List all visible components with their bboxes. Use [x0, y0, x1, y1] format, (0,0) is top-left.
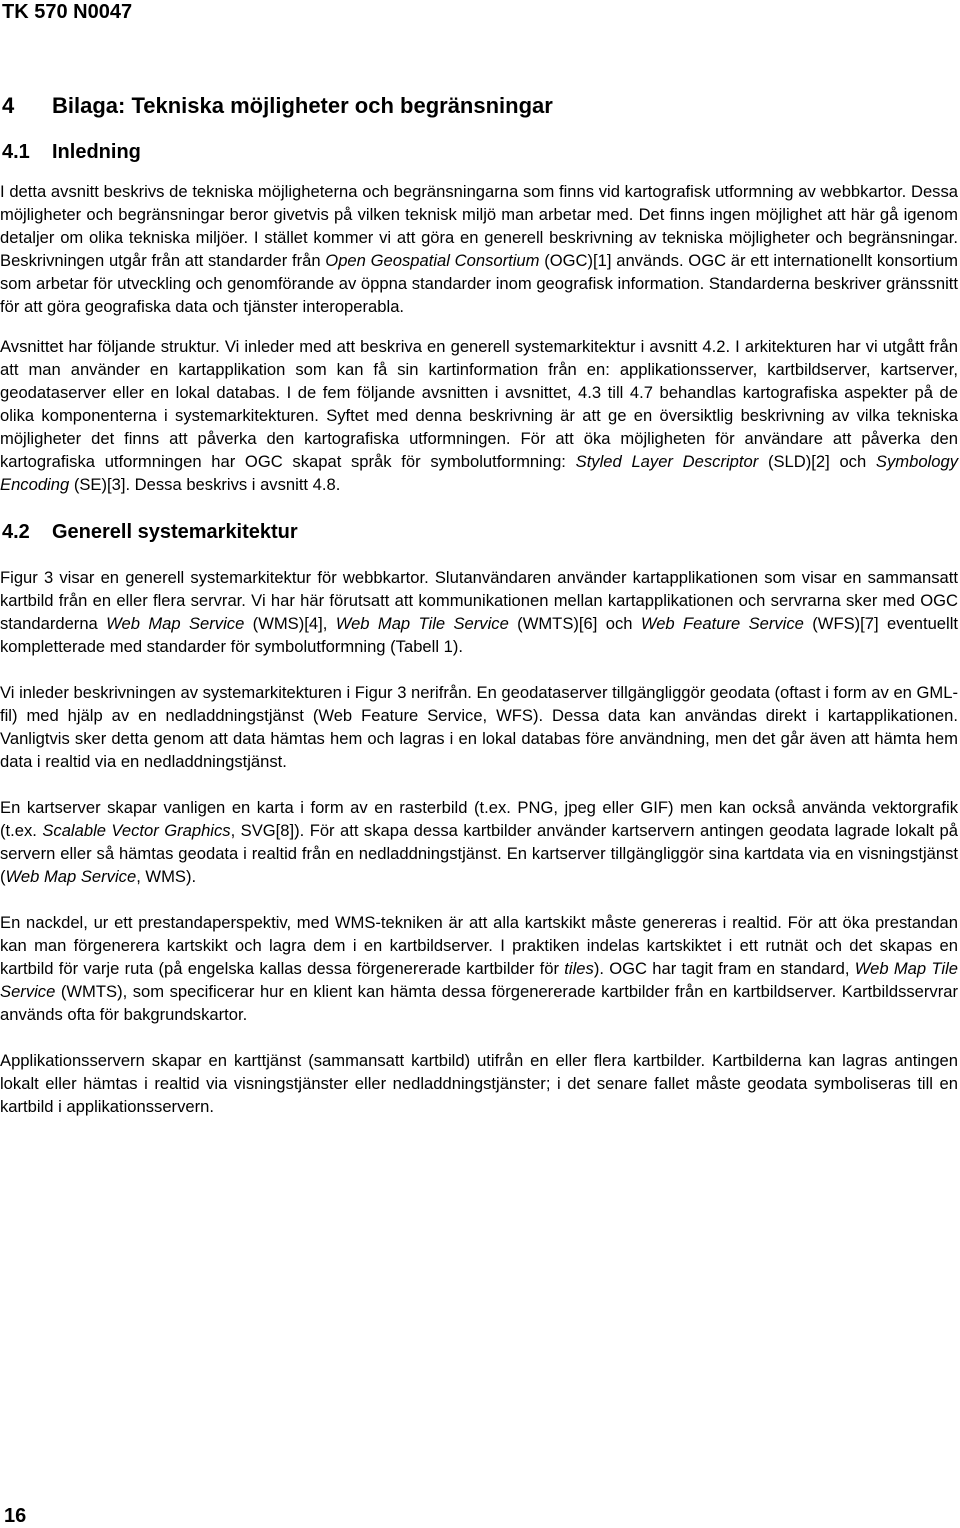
text-run-italic: Web Map Tile Service — [335, 614, 509, 633]
text-run: En kartserver skapar vanligen en karta i form av en rasterbild (t.ex. PNG, jpeg eller GIF) men kan också använda vektorgrafik (t.ex. — [0, 798, 958, 840]
text-run: En nackdel, ur ett prestandaperspektiv, med WMS-tekniken är att alla kartskikt måste genereras i realtid. För att öka prestandan kan man förgenerera kartskikt och lagra dem i en kartbildserver. I praktiken indelas kartskiktet i ett rutnät och det skapas en kartbild för varje ruta (på engelska kallas dessa förgenererade kartbilder för — [0, 913, 958, 978]
text-run: (WMS)[4], — [244, 614, 336, 633]
text-run-italic: Styled Layer Descriptor — [575, 452, 759, 471]
text-run: ). OGC har tagit fram en standard, — [593, 959, 855, 978]
document-id: TK 570 N0047 — [2, 1, 133, 23]
section-heading-4-2 — [0, 518, 958, 546]
paragraph-applikationsserver: Applikationsservern skapar en karttjänst (sammansatt kartbild) utifrån en eller flera kartbilder. Kartbilderna kan lagras antingen lokalt eller hämtas i realtid via visningstjänster eller nedladdningstjänster; i det senare fallet måste geodata symboliseras till en kartbild i applikationsservern. — [0, 1051, 958, 1116]
text-run-italic: Web Map Tile Service — [0, 959, 958, 1001]
text-run: (SLD)[2] och — [758, 452, 876, 471]
page-number: 16 — [4, 1505, 27, 1527]
paragraph-kartserver — [0, 796, 958, 888]
text-run-italic: Web Map Service — [106, 614, 245, 633]
text-run-italic: Web Map Service — [5, 867, 137, 886]
section-number: 4.2 — [2, 521, 30, 543]
text-run: (WMTS), som specificerar hur en klient kan hämta dessa förgenererade kartbilder från en kartbildserver. Kartbildsservrar används ofta för bakgrundskartor. — [0, 982, 958, 1024]
text-run-italic: Web Feature Service — [640, 614, 804, 633]
text-run-italic: tiles — [564, 959, 594, 978]
paragraph-intro — [0, 180, 958, 318]
section-title: Bilaga: Tekniska möjligheter och begränsningar — [52, 93, 553, 118]
section-heading-4 — [0, 90, 958, 122]
paragraph-wms-drawback — [0, 911, 958, 1026]
text-run: (WFS)[7] eventuellt kompletterade med standarder för symbolutformning (Tabell 1). — [0, 614, 959, 656]
text-run-italic: Symbology Encoding — [0, 452, 958, 494]
text-run: (WMTS)[6] och — [508, 614, 641, 633]
text-run-italic: Open Geospatial Consortium — [325, 251, 540, 270]
section-title: Generell systemarkitektur — [52, 521, 298, 543]
text-run: , SVG[8]). För att skapa dessa kartbilder använder kartservern antingen geodata lagrade lokalt på servern eller så hämtas geodata i realtid från en nedladdningstjänst. En kartserver tillgängliggör sina kartdata via en visningstjänst ( — [0, 821, 958, 886]
section-title: Inledning — [52, 141, 141, 163]
text-run: Avsnittet har följande struktur. Vi inleder med att beskriva en generell systemarkitektur i avsnitt 4.2. I arkitekturen har vi utgått från att man använder en kartapplikation som kan få sin kartinformation från en: applikationsserver, kartbildserver, kartserver, geodataserver eller en lokal databas. I de fem följande avsnitten i avsnittet, 4.3 till 4.7 behandlas kartografiska aspekter på de olika komponenterna i systemarkitekturen. Syftet med denna beskrivning är att ge en översiktlig beskrivning av vilka tekniska möjligheter det finns att påverka den kartografiska utformningen. För att öka möjligheten för användare att påverka den kartografiska utformningen har OGC skapat språk för symbolutformning: — [0, 337, 958, 471]
section-number: 4.1 — [2, 141, 30, 163]
text-run: (SE)[3]. Dessa beskrivs i avsnitt 4.8. — [69, 475, 341, 494]
text-run-italic: Scalable Vector Graphics — [42, 821, 231, 840]
text-run: (OGC)[1] används. OGC är ett internationellt konsortium som arbetar för utveckling och genomförande av öppna standarder inom geografisk information. Standarderna beskriver gränssnitt för att göra geografiska data och tjänster interoperabla. — [0, 251, 958, 316]
paragraph-structure — [0, 335, 958, 496]
paragraph-geodataserver: Vi inleder beskrivningen av systemarkitekturen i Figur 3 nerifrån. En geodataserver tillgängliggör geodata (oftast i form av en GML-fil) med hjälp av en nedladdningstjänst (Web Feature Service, WFS). Dessa data kan användas direkt i kartapplikationen. Vanligtvis sker detta genom att data hämtas hem och lagras i en lokal databas före användning, men det går även att hämta hem data i realtid via en nedladdningstjänst. — [0, 683, 958, 771]
section-heading-4-1 — [0, 138, 958, 166]
page-content — [0, 90, 958, 1118]
paragraph-figure3 — [0, 566, 958, 658]
text-run: , WMS). — [136, 867, 197, 886]
section-number: 4 — [2, 93, 15, 118]
text-run: Figur 3 visar en generell systemarkitektur för webbkartor. Slutanvändaren använder kartapplikationen som visar en sammansatt kartbild från en eller flera servrar. Vi har här förutsatt att kommunikationen mellan kartapplikationen och servrarna sker med OGC standarderna — [0, 568, 958, 633]
text-run: I detta avsnitt beskrivs de tekniska möjligheterna och begränsningarna som finns vid kartografisk utformning av webbkartor. Dessa möjligheter och begränsningar beror givetvis på vilken teknisk miljö man arbetar med. Det finns ingen möjlighet att här gå igenom detaljer om olika tekniska miljöer. I stället kommer vi att göra en generell beskrivning av tekniska möjligheter och begränsningar. Beskrivningen utgår från att standarder från — [0, 182, 958, 270]
